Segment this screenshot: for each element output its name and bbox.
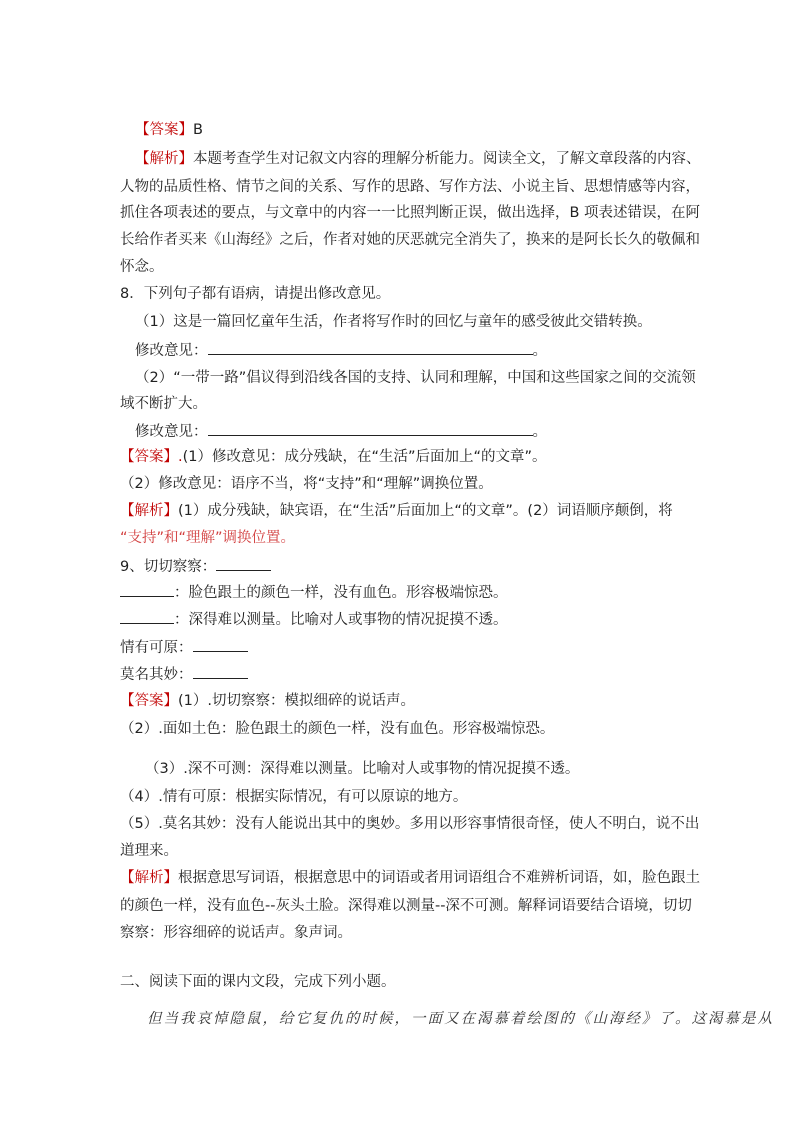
answer-tag: 【答案】. — [120, 449, 183, 465]
answer-blank[interactable] — [120, 582, 174, 597]
q7-analysis-line-3: 抓住各项表述的要点，与文章中的内容一一比照判断正误，做出选择，B 项表述错误，在阿 — [120, 205, 701, 221]
q9-line-4 — [120, 637, 248, 658]
analysis-tag: 【解析】 — [120, 503, 178, 519]
answer-text: (1）.切切察察：模拟细碎的说话声。 — [178, 693, 415, 709]
answer-blank[interactable] — [208, 421, 533, 436]
answer-blank[interactable] — [216, 556, 271, 571]
analysis-tag: 【解析】 — [120, 870, 178, 886]
analysis-text: 本题考查学生对记叙文内容的理解分析能力。阅读全文，了解文章段落的内容、 — [193, 151, 701, 167]
fix-label: 修改意见： — [135, 343, 208, 359]
q9-definition: ：脸色跟土的颜色一样，没有血色。形容极端惊恐。 — [174, 585, 508, 601]
q8-fix-line-1 — [135, 340, 547, 361]
q9-answer-line-3: （3）.深不可测：深得难以测量。比喻对人或事物的情况捉摸不透。 — [145, 761, 580, 777]
fix-label: 修改意见： — [135, 424, 208, 440]
q9-line-3 — [120, 609, 508, 630]
period: 。 — [532, 343, 547, 359]
answer-blank[interactable] — [193, 664, 248, 679]
analysis-tag: 【解析】 — [135, 151, 193, 167]
q9-line-5 — [120, 664, 248, 685]
q9-answer-line-4: （4）.情有可原：根据实际情况，有可以原谅的地方。 — [120, 789, 468, 805]
q8-sentence-2-line-2: 域不断扩大。 — [120, 396, 207, 412]
q9-line-1 — [120, 556, 271, 577]
section-heading: 二、阅读下面的课内文段，完成下列小题。 — [120, 974, 396, 990]
answer-blank[interactable] — [120, 609, 174, 624]
q8-analysis-line-2: “支持”和“理解”调换位置。 — [120, 530, 296, 546]
q7-analysis-line-1 — [135, 149, 701, 169]
q9-answer-line-2: （2）.面如土色：脸色跟土的颜色一样，没有血色。形容极端惊恐。 — [120, 721, 555, 737]
answer-text: (1）修改意见：成分残缺，在“生活”后面加上“的文章”。 — [182, 449, 547, 465]
q9-term: 莫名其妙： — [120, 667, 193, 683]
period: 。 — [532, 424, 547, 440]
q7-analysis-line-4: 长给作者买来《山海经》之后，作者对她的厌恶就完全消失了，换来的是阿长长久的敬佩和 — [120, 232, 700, 248]
q9-answer-line-5: （5）.莫名其妙：没有人能说出其中的奥妙。多用以形容事情很奇怪，使人不明白，说不出 — [120, 816, 700, 832]
q7-analysis-line-5: 怀念。 — [120, 259, 164, 275]
answer-blank[interactable] — [208, 340, 533, 355]
answer-tag: 【答案】 — [120, 693, 178, 709]
analysis-text: (1）成分残缺，缺宾语，在“生活”后面加上“的文章”。(2）词语顺序颠倒，将 — [178, 503, 673, 519]
q8-stem: 8．下列句子都有语病，请提出修改意见。 — [120, 286, 391, 302]
q8-fix-line-2 — [135, 421, 547, 442]
q9-analysis-line-2: 的颜色一样，没有血色--灰头土脸。深得难以测量--深不可测。解释词语要结合语境，切切 — [120, 898, 692, 914]
q9-line-2 — [120, 582, 508, 603]
q8-sentence-2-line-1: （2）“一带一路”倡议得到沿线各国的支持、认同和理解，中国和这些国家之间的交流领 — [135, 370, 696, 386]
q9-answer-line-6: 道理来。 — [120, 843, 178, 859]
q9-term: 9、切切察察： — [120, 559, 217, 575]
q8-answer-line-2: （2）修改意见：语序不当，将“支持”和“理解”调换位置。 — [120, 476, 493, 492]
answer-value: B — [193, 122, 203, 138]
q9-analysis-line-1 — [120, 868, 700, 888]
q8-analysis-line-1 — [120, 501, 673, 521]
q9-definition: ：深得难以测量。比喻对人或事物的情况捉摸不透。 — [174, 612, 508, 628]
q8-answer-line-1 — [120, 447, 547, 467]
passage-line-1: 但当我哀悼隐鼠，给它复仇的时候，一面又在渴慕着绘图的《山海经》了。这渴慕是从 — [147, 1011, 774, 1027]
q9-term: 情有可原： — [120, 640, 193, 656]
q7-analysis-line-2: 人物的品质性格、情节之间的关系、写作的思路、写作方法、小说主旨、思想情感等内容， — [120, 179, 700, 195]
answer-blank[interactable] — [193, 637, 248, 652]
analysis-text: 根据意思写词语，根据意思中的词语或者用词语组合不难辨析词语，如，脸色跟土 — [178, 870, 700, 886]
answer-tag: 【答案】 — [135, 122, 193, 138]
q9-answer-line-1 — [120, 691, 415, 711]
q8-sentence-1: （1）这是一篇回忆童年生活，作者将写作时的回忆与童年的感受彼此交错转换。 — [135, 314, 652, 330]
q7-answer-line — [135, 120, 203, 140]
q9-analysis-line-3: 察察：形容细碎的说话声。象声词。 — [120, 925, 352, 941]
